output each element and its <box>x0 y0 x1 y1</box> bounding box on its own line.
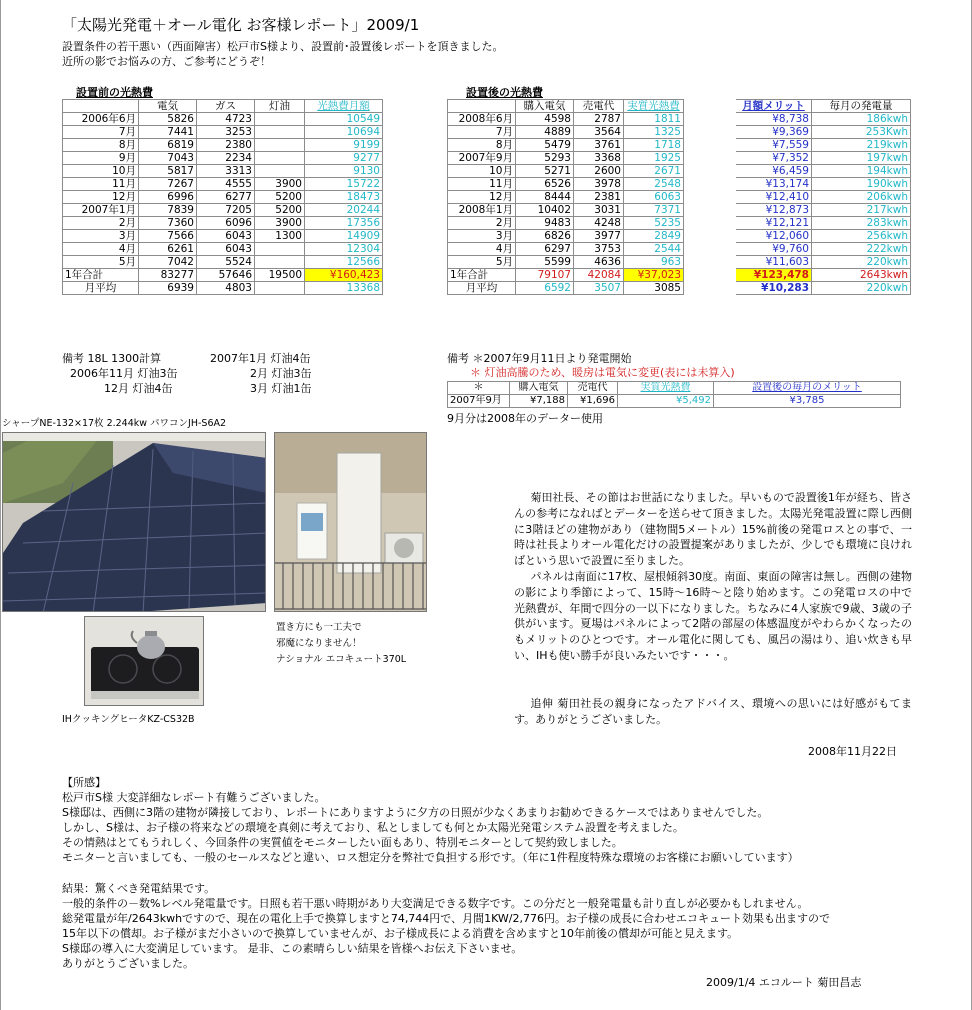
after-total-row <box>448 269 911 282</box>
result-line-3: 総発電量が年/2643kwhですので、現在の電化上手で換算しますと74,744円で、月間1KW/2,776円。お子様の成長に合わせエコキュート効果も出ますので <box>62 912 830 925</box>
after-row <box>448 204 911 217</box>
after-cell: ¥13,174 <box>736 178 812 191</box>
before-total-cell: 1年合計 <box>63 269 139 282</box>
after-cell <box>684 256 736 269</box>
customer-letter <box>514 490 912 727</box>
after-cell: 5235 <box>624 217 684 230</box>
before-average-cell: 6939 <box>139 282 197 295</box>
before-cell: 11月 <box>63 178 139 191</box>
after-row <box>448 178 911 191</box>
sept-header-0: ＊ <box>448 382 510 395</box>
before-total-cell: 19500 <box>255 269 305 282</box>
sept-header-1: 購入電気 <box>510 382 568 395</box>
ih-caption: IHクッキングヒータKZ-CS32B <box>62 714 195 725</box>
sept-cell-4: ¥3,785 <box>714 395 901 408</box>
note-before-2b: 2月 灯油3缶 <box>250 367 312 380</box>
after-cell <box>684 152 736 165</box>
after-cell <box>684 230 736 243</box>
after-cell: 2787 <box>574 113 624 126</box>
before-cell <box>255 256 305 269</box>
letter-date: 2008年11月22日 <box>808 745 897 758</box>
result-line-5: S様邸の導入に大変満足しています。 是非、この素晴らしい結果を皆様へお伝え下さいませ。 <box>62 942 523 955</box>
ecocute-illustration <box>275 433 427 612</box>
before-cell: 4月 <box>63 243 139 256</box>
after-average-cell: 6592 <box>516 282 574 295</box>
after-cell: 206kwh <box>812 191 911 204</box>
ecocute-caption-1: 置き方にも一工夫で <box>276 622 362 633</box>
after-cell: 2671 <box>624 165 684 178</box>
before-cell: 2007年1月 <box>63 204 139 217</box>
after-cell: 1925 <box>624 152 684 165</box>
sept-cell-0: 2007年9月 <box>448 395 510 408</box>
before-cell <box>255 165 305 178</box>
letter-paragraph-1: 菊田社長、その節はお世話になりました。早いもので設置後1年が経ち、皆さんの参考になればとデーターを送らせて頂きました。太陽光発電設置に際し西側に3階ほどの建物があり（建物間5メートル）15%前後の発電ロスとの事で、一時は社長よりオール電化だけの設置提案がありましたが、少しでも環境に良ければという思いで設置に至りました。 <box>514 491 912 568</box>
after-cell: 194kwh <box>812 165 911 178</box>
after-cell: 2381 <box>574 191 624 204</box>
before-header-0 <box>63 100 139 113</box>
after-cell: 963 <box>624 256 684 269</box>
after-cell <box>684 191 736 204</box>
after-cell <box>684 165 736 178</box>
before-cell: 1300 <box>255 230 305 243</box>
before-cell: 5524 <box>197 256 255 269</box>
panel-photo-caption: シャープNE-132×17枚 2.244kw パワコンJH-S6A2 <box>2 418 227 429</box>
before-cell: 9月 <box>63 152 139 165</box>
sept-header-3: 実質光熱費 <box>618 382 714 395</box>
before-cell: 3900 <box>255 217 305 230</box>
after-cell: ¥6,459 <box>736 165 812 178</box>
after-cell: ¥8,738 <box>736 113 812 126</box>
before-cell: 6996 <box>139 191 197 204</box>
after-cell: 217kwh <box>812 204 911 217</box>
before-cell: 18473 <box>305 191 383 204</box>
after-total-cell: 2643kwh <box>812 269 911 282</box>
after-cell <box>684 217 736 230</box>
after-cell: 10402 <box>516 204 574 217</box>
after-cell: 6826 <box>516 230 574 243</box>
before-cell: 9130 <box>305 165 383 178</box>
after-cell: 2007年9月 <box>448 152 516 165</box>
before-cell: 7月 <box>63 126 139 139</box>
before-average-row <box>63 282 383 295</box>
impressions-line-2: S様邸は、西側に3階の建物が隣接しており、レポートにありますように夕方の日照が少なくあまりお勧めできるケースではありませんでした。 <box>62 806 769 819</box>
after-cell: 3753 <box>574 243 624 256</box>
after-cell: ¥7,559 <box>736 139 812 152</box>
before-total-cell: ¥160,423 <box>305 269 383 282</box>
after-header-0 <box>448 100 516 113</box>
sept-header-4: 設置後の毎月のメリット <box>714 382 901 395</box>
before-cell: 2月 <box>63 217 139 230</box>
sept-header-2: 売電代 <box>568 382 618 395</box>
before-cell: 12566 <box>305 256 383 269</box>
after-row <box>448 191 911 204</box>
before-cell: 9199 <box>305 139 383 152</box>
after-cell: 8444 <box>516 191 574 204</box>
after-cell: 219kwh <box>812 139 911 152</box>
before-row <box>63 243 383 256</box>
after-cell: ¥12,410 <box>736 191 812 204</box>
after-row <box>448 256 911 269</box>
before-header-1: 電気 <box>139 100 197 113</box>
after-cell: 6297 <box>516 243 574 256</box>
before-row <box>63 113 383 126</box>
after-cell: 5293 <box>516 152 574 165</box>
after-header-4 <box>684 100 736 113</box>
before-cost-table <box>62 99 383 295</box>
after-cell: 2月 <box>448 217 516 230</box>
before-header-2: ガス <box>197 100 255 113</box>
after-cell: ¥9,760 <box>736 243 812 256</box>
before-cell <box>255 139 305 152</box>
after-cell: 8月 <box>448 139 516 152</box>
before-cell: 3900 <box>255 178 305 191</box>
before-cell: 6043 <box>197 243 255 256</box>
before-cell: 8月 <box>63 139 139 152</box>
after-cell: 5271 <box>516 165 574 178</box>
before-cell: 14909 <box>305 230 383 243</box>
before-total-cell: 57646 <box>197 269 255 282</box>
after-cell <box>684 113 736 126</box>
before-cell: 6819 <box>139 139 197 152</box>
after-cell: ¥9,369 <box>736 126 812 139</box>
after-cell: 4889 <box>516 126 574 139</box>
before-row <box>63 204 383 217</box>
before-cell: 20244 <box>305 204 383 217</box>
after-cell <box>684 243 736 256</box>
after-cell: ¥11,603 <box>736 256 812 269</box>
before-cell: 2380 <box>197 139 255 152</box>
before-cell: 6277 <box>197 191 255 204</box>
before-total-cell: 83277 <box>139 269 197 282</box>
before-row <box>63 139 383 152</box>
after-cell: 5479 <box>516 139 574 152</box>
ecocute-photo <box>274 432 427 612</box>
before-average-cell: 13368 <box>305 282 383 295</box>
after-cell: 3977 <box>574 230 624 243</box>
after-header-2: 売電代 <box>574 100 624 113</box>
after-cell: 2008年6月 <box>448 113 516 126</box>
after-cell: ¥12,060 <box>736 230 812 243</box>
before-cell: 3253 <box>197 126 255 139</box>
after-row <box>448 126 911 139</box>
before-row <box>63 256 383 269</box>
after-cell: 4636 <box>574 256 624 269</box>
before-cell: 7839 <box>139 204 197 217</box>
before-cell: 17356 <box>305 217 383 230</box>
before-cell: 12月 <box>63 191 139 204</box>
before-cell: 2234 <box>197 152 255 165</box>
intro-line-1: 設置条件の若干悪い（西面障害）松戸市S様より、設置前･設置後レポートを頂きました。 <box>62 40 504 53</box>
after-cell: ¥12,121 <box>736 217 812 230</box>
before-cell: 7042 <box>139 256 197 269</box>
after-cell: 1718 <box>624 139 684 152</box>
after-cell: 6063 <box>624 191 684 204</box>
impressions-heading: 【所感】 <box>62 776 106 789</box>
after-cell: 2008年1月 <box>448 204 516 217</box>
after-cell: 186kwh <box>812 113 911 126</box>
before-cell: 12304 <box>305 243 383 256</box>
before-header-3: 灯油 <box>255 100 305 113</box>
before-average-cell: 4803 <box>197 282 255 295</box>
before-cell: 4723 <box>197 113 255 126</box>
before-cell: 5826 <box>139 113 197 126</box>
after-cell: 283kwh <box>812 217 911 230</box>
sept-cell-2: ¥1,696 <box>568 395 618 408</box>
after-average-cell: 220kwh <box>812 282 911 295</box>
before-cell: 5月 <box>63 256 139 269</box>
after-cell: 2548 <box>624 178 684 191</box>
before-cell <box>255 152 305 165</box>
before-cell: 10549 <box>305 113 383 126</box>
after-header-6: 毎月の発電量 <box>812 100 911 113</box>
after-cell: 256kwh <box>812 230 911 243</box>
after-total-cell: 42084 <box>574 269 624 282</box>
after-cost-table <box>447 99 911 295</box>
impressions-line-5: モニターと言いましても、一般のセールスなどと違い、ロス想定分を弊社で負担する形です。（年に1件程度特殊な環境のお客様にお願いしています） <box>62 851 799 864</box>
after-row <box>448 230 911 243</box>
after-cell: 9483 <box>516 217 574 230</box>
after-total-cell: 1年合計 <box>448 269 516 282</box>
ih-cooktop-photo <box>84 616 204 706</box>
after-average-cell: 3085 <box>624 282 684 295</box>
ecocute-caption-2: 邪魔になりません！ <box>276 638 362 649</box>
before-cell: 7205 <box>197 204 255 217</box>
before-cell: 7566 <box>139 230 197 243</box>
before-row <box>63 152 383 165</box>
before-cell: 7441 <box>139 126 197 139</box>
result-line-4: 15年以下の償却。お子様がまだ小さいので換算していませんが、お子様成長による消費を含めますと10年前後の償却が可能と見えます。 <box>62 927 739 940</box>
after-header-3: 実質光熱費 <box>624 100 684 113</box>
before-total-row <box>63 269 383 282</box>
sept-2007-table <box>447 381 901 408</box>
after-total-cell <box>684 269 736 282</box>
before-cell <box>255 113 305 126</box>
letter-postscript: 追伸 菊田社長の親身になったアドバイス、環境への思いには好感がもてます。ありがとうございました。 <box>514 696 912 726</box>
after-cell: 1811 <box>624 113 684 126</box>
after-cell: 2849 <box>624 230 684 243</box>
impressions-line-1: 松戸市S様 大変詳細なレポート有難うございました。 <box>62 791 326 804</box>
after-cell: 253Kwh <box>812 126 911 139</box>
before-row <box>63 126 383 139</box>
page-title: 「太陽光発電＋オール電化 お客様レポート」2009/1 <box>62 16 420 34</box>
after-cell <box>684 178 736 191</box>
after-average-cell: ¥10,283 <box>736 282 812 295</box>
after-average-cell <box>684 282 736 295</box>
letter-paragraph-2: パネルは南面に17枚、屋根傾斜30度。南面、東面の障害は無し。西側の建物の影により季節によって、15時～16時～と陰り始めます。この発電ロスの中で光熱費が、年間で四分の一以下になりました。ちなみに4人家族で9歳、3歳の子供がいます。夏場はパネルによって2階の部屋の体感温度がやわらかくなったのもメリットのひとつです。オール電化に関しても、風呂の湯はり、追い炊きも早い、IHも使い勝手が良いみたいです・・・。 <box>514 569 912 662</box>
note-before-3b: 3月 灯油1缶 <box>250 382 312 395</box>
after-cell: 1325 <box>624 126 684 139</box>
after-cell: 7371 <box>624 204 684 217</box>
before-cell: 2006年6月 <box>63 113 139 126</box>
after-cell <box>684 139 736 152</box>
after-average-cell: 月平均 <box>448 282 516 295</box>
after-cell: 3978 <box>574 178 624 191</box>
after-section-title: 設置後の光熱費 <box>466 86 543 99</box>
after-cell <box>684 126 736 139</box>
after-cell: 6526 <box>516 178 574 191</box>
after-row <box>448 113 911 126</box>
before-row <box>63 178 383 191</box>
after-header-5: 月額メリット <box>736 100 812 113</box>
before-row <box>63 230 383 243</box>
after-cell: 197kwh <box>812 152 911 165</box>
sept-cell-3: ¥5,492 <box>618 395 714 408</box>
after-header-1: 購入電気 <box>516 100 574 113</box>
after-cell: 4248 <box>574 217 624 230</box>
before-header-4: 光熱費月額 <box>305 100 383 113</box>
intro-line-2: 近所の影でお悩みの方、ご参考にどうぞ！ <box>62 55 271 68</box>
before-average-cell <box>255 282 305 295</box>
before-cell: 5200 <box>255 204 305 217</box>
ecocute-caption-3: ナショナル エコキュート370L <box>276 654 407 665</box>
after-total-cell: ¥123,478 <box>736 269 812 282</box>
after-cell: 3564 <box>574 126 624 139</box>
after-cell: 3月 <box>448 230 516 243</box>
before-cell: 6043 <box>197 230 255 243</box>
signature: 2009/1/4 エコルート 菊田昌志 <box>706 976 862 989</box>
sept-cell-1: ¥7,188 <box>510 395 568 408</box>
after-cell: ¥12,873 <box>736 204 812 217</box>
before-row <box>63 191 383 204</box>
note-before-2a: 2006年11月 灯油3缶 <box>70 367 178 380</box>
after-cell: 222kwh <box>812 243 911 256</box>
impressions-line-4: その情熱はとてもうれしく、今回条件の実質値をモニターしたい面もあり、特別モニターとして契約致しました。 <box>62 836 623 849</box>
after-average-row <box>448 282 911 295</box>
after-cell: 10月 <box>448 165 516 178</box>
before-cell: 7360 <box>139 217 197 230</box>
before-cell <box>255 243 305 256</box>
note-after-2: ＊ 灯油高騰のため、暖房は電気に変更(表には未算入) <box>470 366 735 379</box>
ih-cooktop-illustration <box>85 617 204 706</box>
after-cell: 4598 <box>516 113 574 126</box>
note-before-3a: 12月 灯油4缶 <box>104 382 173 395</box>
after-total-cell: 79107 <box>516 269 574 282</box>
after-total-cell: ¥37,023 <box>624 269 684 282</box>
before-cell: 3月 <box>63 230 139 243</box>
before-cell: 6261 <box>139 243 197 256</box>
after-cell: 2600 <box>574 165 624 178</box>
before-cell: 9277 <box>305 152 383 165</box>
before-cell <box>255 126 305 139</box>
after-cell: 3761 <box>574 139 624 152</box>
note-after-1: 備考 ＊2007年9月11日より発電開始 <box>447 352 632 365</box>
result-line-6: ありがとうございました。 <box>62 957 194 970</box>
before-row <box>63 217 383 230</box>
note-before-1a: 備考 18L 1300計算 <box>62 352 162 365</box>
before-cell: 3313 <box>197 165 255 178</box>
before-section-title: 設置前の光熱費 <box>76 86 153 99</box>
after-cell: 3031 <box>574 204 624 217</box>
after-cell: 220kwh <box>812 256 911 269</box>
result-line-2: 一般的条件の－数%レベル発電量です。日照も若干悪い時期があり大変満足できる数字です。この分だと一般発電量も計り直しが必要かもしれません。 <box>62 897 809 910</box>
after-row <box>448 152 911 165</box>
after-average-cell: 3507 <box>574 282 624 295</box>
before-cell: 10月 <box>63 165 139 178</box>
after-cell: 12月 <box>448 191 516 204</box>
after-cell: 3368 <box>574 152 624 165</box>
solar-panel-photo <box>2 432 266 612</box>
before-cell: 7267 <box>139 178 197 191</box>
before-cell: 10694 <box>305 126 383 139</box>
after-cell: 4月 <box>448 243 516 256</box>
before-average-cell: 月平均 <box>63 282 139 295</box>
after-row <box>448 165 911 178</box>
after-row <box>448 243 911 256</box>
after-row <box>448 217 911 230</box>
before-cell: 4555 <box>197 178 255 191</box>
result-line-1: 結果：驚くべき発電結果です。 <box>62 882 216 895</box>
note-after-footnote: 9月分は2008年のデーター使用 <box>447 412 603 425</box>
before-cell: 6096 <box>197 217 255 230</box>
before-row <box>63 165 383 178</box>
after-cell: 190kwh <box>812 178 911 191</box>
after-cell: 5599 <box>516 256 574 269</box>
before-cell: 5200 <box>255 191 305 204</box>
after-cell: 11月 <box>448 178 516 191</box>
before-cell: 15722 <box>305 178 383 191</box>
before-cell: 7043 <box>139 152 197 165</box>
after-cell: 7月 <box>448 126 516 139</box>
after-cell: 2544 <box>624 243 684 256</box>
solar-panel-illustration <box>3 433 266 612</box>
after-row <box>448 139 911 152</box>
after-cell <box>684 204 736 217</box>
note-before-1b: 2007年1月 灯油4缶 <box>210 352 311 365</box>
before-cell: 5817 <box>139 165 197 178</box>
impressions-line-3: しかし、S様は、お子様の将来などの環境を真剣に考えており、私としましても何とか太陽光発電システム設置を考えました。 <box>62 821 684 834</box>
after-cell: 5月 <box>448 256 516 269</box>
after-cell: ¥7,352 <box>736 152 812 165</box>
